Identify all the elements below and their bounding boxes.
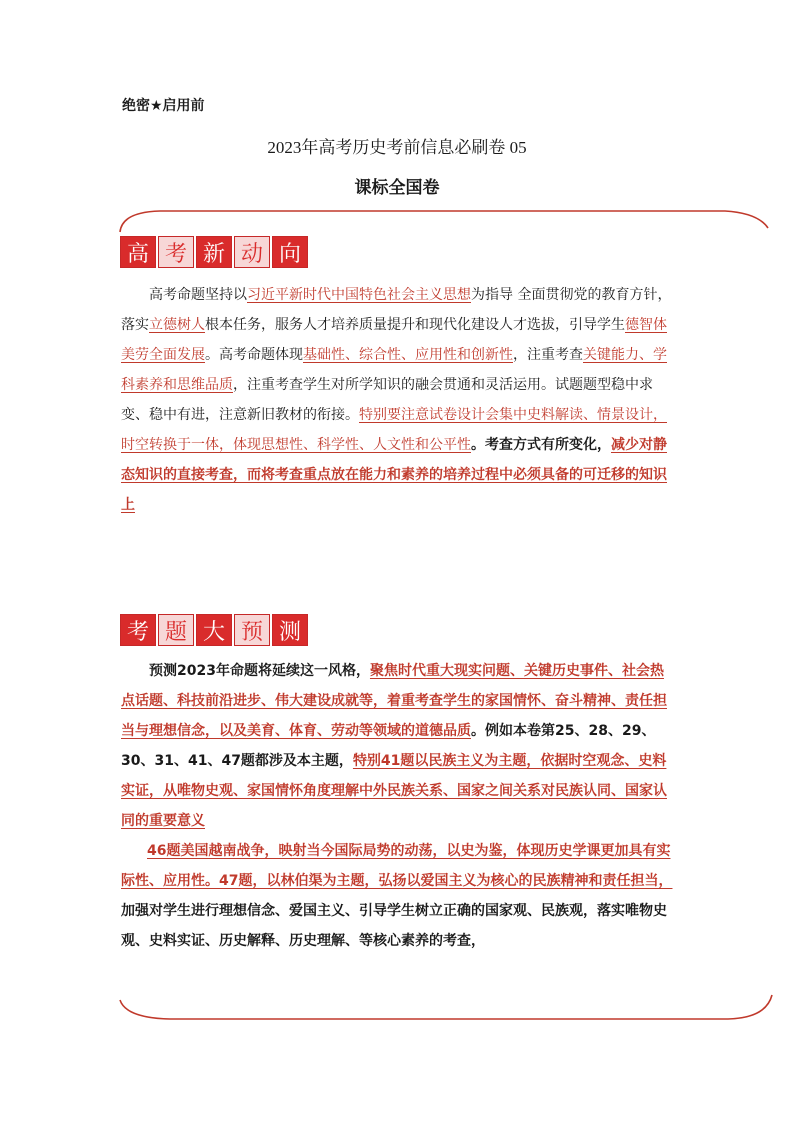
text: 。高考命题体现	[205, 347, 303, 363]
confidential-label: 绝密★启用前	[122, 98, 205, 114]
trends-paragraph	[121, 280, 677, 520]
banner-char: 动	[234, 236, 270, 268]
banner-char: 新	[196, 236, 232, 268]
frame-bottom-curve	[120, 995, 772, 1019]
text: 预测2023年命题将延续这一风格，	[149, 663, 370, 679]
text: 高考命题坚持以	[149, 287, 247, 303]
highlight: 立德树人	[149, 317, 205, 333]
highlight: 习近平新时代中国特色社会主义思想	[247, 287, 471, 303]
banner-char: 大	[196, 614, 232, 646]
text: 。例如本卷第25、28、29、30、31、41、47题都涉及本主题，	[121, 723, 656, 769]
text: ，注重考查	[513, 347, 583, 363]
page-title: 2023年高考历史考前信息必刷卷 05	[267, 138, 527, 157]
banner-char: 向	[272, 236, 308, 268]
section-banner-predictions	[120, 614, 308, 646]
page-subtitle: 课标全国卷	[354, 178, 440, 198]
banner-char: 高	[120, 236, 156, 268]
frame-top-curve	[120, 211, 768, 232]
highlight: 减少对静态知识的直接考查，而将考查重点放在能力和素养的培养过程中必须具备的可迁移的知识上	[121, 437, 667, 513]
highlight: 德智体美劳全面发展	[121, 317, 667, 363]
highlight: 关键能力、学科素养和思维品质	[121, 347, 667, 393]
banner-char: 考	[120, 614, 156, 646]
text: ，注重考查学生对所学知识的融会贯通和灵活运用。试题题型稳中求变、稳中有进，注意新旧教材的衔接。	[121, 377, 653, 423]
banner-char: 测	[272, 614, 308, 646]
text: 根本任务，服务人才培养质量提升和现代化建设人才选拔，引导学生	[205, 317, 625, 333]
banner-char: 预	[234, 614, 270, 646]
text: 为指导 全面贯彻党的教育方针，落实	[121, 287, 672, 333]
section-banner-trends	[120, 236, 308, 268]
highlight: 聚焦时代重大现实问题、关键历史事件、社会热点话题、科技前沿进步、伟大建设成就等，着重考查学生的家国情怀、奋斗精神、责任担当与理想信念，以及美育、体育、劳动等领域的道德品质	[121, 663, 667, 739]
text: 加强对学生进行理想信念、爱国主义、引导学生树立正确的国家观、民族观，落实唯物史观、史料实证、历史解释、历史理解、等核心素养的考查，	[121, 903, 667, 949]
highlight: 特别要注意试卷设计会集中史料解读、情景设计，时空转换于一体，体现思想性、科学性、人文性和公平性	[121, 407, 667, 453]
banner-char: 考	[158, 236, 194, 268]
text: 。考查方式有所变化，	[471, 437, 611, 453]
frame-right-curve	[768, 228, 772, 995]
highlight: 46题美国越南战争，映射当今国际局势的动荡，以史为鉴，体现历史学课更加具有实际性、应用性。47题，以林伯渠为主题，弘扬以爱国主义为核心的民族精神和责任担当，	[121, 843, 673, 889]
highlight: 基础性、综合性、应用性和创新性	[303, 347, 513, 363]
predictions-paragraphs	[121, 656, 677, 956]
highlight: 特别41题以民族主义为主题，依据时空观念、史料实证，从唯物史观、家国情怀角度理解中外民族关系、国家之间关系对民族认同、国家认同的重要意义	[121, 753, 667, 829]
banner-char: 题	[158, 614, 194, 646]
